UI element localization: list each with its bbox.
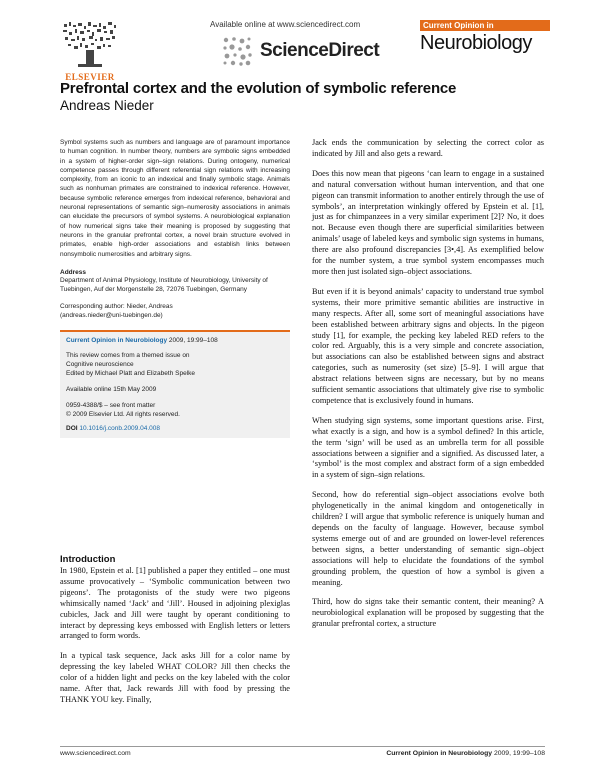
correspondence-line: Corresponding author: Nieder, Andreas [60,302,173,310]
info-citation-detail: 2009, 19:99–108 [167,336,218,344]
body-right-column [312,138,544,630]
available-online-date: Available online 15th May 2009 [66,385,157,393]
available-online-text[interactable]: Available online at www.sciencedirect.com [210,20,361,29]
page-header [60,14,550,82]
themed-issue-topic: Cognitive neuroscience [66,360,134,368]
address-text: Department of Animal Physiology, Institute of Neurobiology, University of Tuebingen, Auf der Morgenstelle 28, 72076 Tuebingen, Germany [60,276,268,293]
footer-url[interactable]: www.sciencedirect.com [60,750,131,757]
issn-line: 0959-4388/$ – see front matter [66,401,156,409]
intro-paragraph-2: In a typical task sequence, Jack asks Jill for a color name by depressing the key labeled WHAT COLOR? Jill then checks the color of a hidden light and pecks on the key labeled with the color name. After that, Jack rewards Jill with food by pressing the THANK YOU key. Finally, [60,651,290,704]
journal-masthead [420,20,550,55]
introduction-body [60,566,290,706]
article-info-box [60,330,290,438]
copyright-line: © 2009 Elsevier Ltd. All rights reserved. [66,410,180,418]
address-heading: Address [60,268,87,276]
body-paragraph-3: But even if it is beyond animals’ capacity to understand true symbol systems, their more primitive semantic abilities are instructive in many respects. After all, some sort of meaningful associations have been established between arbitrary signs and objects. In the pigeon study [1], for example, the pecking key labeled RED refers to the color red. Arguably, this is a very simple and concrete association, but associations can also be established between signs and abstract categories, such as numerosity (set size) [5–9]. I will argue that abstract relations between signs are necessary, but by no means sufficient semantic associations that ultimately give rise to symbolic competence that is exclusively found in humans. [312,286,544,405]
info-citation [66,337,284,344]
body-paragraph-2: Does this now mean that pigeons ‘can learn to engage in a sustained and natural conversation without human intervention, and that one pigeon can transmit information to another entirely through the use of symbols’, an interpretation winkingly offered by Epstein et al. [1], just as for chimpanzees in a very similar experiment [2]? No, it does not. Because even though there are superficial similarities between animals’ usage of labeled keys and symbolic sign systems in humans, there are also profound discrepancies [3•,4]. As exemplified below for the number system, a true symbol system encompasses much more then just isolated sign–object associations. [312,168,544,276]
footer-divider [60,746,545,747]
footer-journal: Current Opinion in Neurobiology [386,750,493,757]
doi-link[interactable]: 10.1016/j.conb.2009.04.008 [79,424,160,432]
article-title: Prefrontal cortex and the evolution of symbolic reference [60,80,457,97]
footer-citation-detail: 2009, 19:99–108 [492,750,545,757]
body-paragraph-5: Second, how do referential sign–object associations evolve both phylogenetically in the animal kingdom and ontogenetically in children? I will argue that symbolic reference is uniquely human and depends on the faculty of language. However, because symbol systems emerge out of and are grounded on lower-level references between signs, a better understanding of semantic sign–object associations will help to elucidate the foundations of the symbol grounding problem, the question of how a symbol is given a meaning. [312,490,544,587]
elsevier-tree-icon [60,20,120,70]
themed-issue-editors: Edited by Michael Platt and Elizabeth Spelke [66,369,195,377]
doi-line [66,425,284,432]
journal-name: Neurobiology [420,32,532,54]
sciencedirect-dots-icon [220,34,254,68]
body-paragraph-4: When studying sign systems, some important questions arise. First, what exactly is a sign, and how is a symbol defined? In this article, the term ‘sign’ will be used as an umbrella term for all possible associations between a signifier and a signified. As discussed later, a ‘symbol’ is the most complex and abstract form of a sign embedded in a system of sign–sign relations. [312,415,544,480]
sciencedirect-wordmark: ScienceDirect [260,40,380,61]
front-matter-column [60,138,290,438]
footer-citation [360,750,545,757]
intro-paragraph-1: In 1980, Epstein et al. [1] published a paper they entitled – one must assume provocatively – ‘Symbolic communication between two pigeons’. The protagonists of the study were two pigeons whimsically named ‘Jack’ and ‘Jill’. Housed in adjoining plexiglas cubicles, Jack and Jill were taught by operant conditioning to interact by depressing keys embossed with English letters or letters arranged to form words. [60,566,290,641]
journal-prefix: Current Opinion in [420,20,550,31]
elsevier-logo [60,20,120,82]
doi-label: DOI [66,424,78,432]
introduction-heading: Introduction [60,554,116,565]
themed-issue-line: This review comes from a themed issue on [66,351,190,359]
abstract-text: Symbol systems such as numbers and language are of paramount importance to human cognition. In number theory, numbers are symbolic signs embedded in a system of higher-order sign–sign relations. During ontogeny, numerical competence passes through different referential sign relations with increasing complexity, from an iconic to an indexical and finally symbolic stage. Animals such as nonhuman primates are constrained to indexical reference. However, because symbolic reference emerges from indexical reference, behavioral and neuronal representations of semantic sign–numerosity associations in animals can elucidate the precursors of symbol systems. A neurobiological explanation of how numerical signs take their meaning is proposed by suggesting that neurons in the granular prefrontal cortex, a novel brain structure evolved in primates, enable high-order associations and establish links between nonsymbolic numerosities and arbitrary signs. [60,139,290,258]
body-paragraph-6: Third, how do signs take their semantic content, their meaning? A neurobiological explanation will be proposed by suggesting that the granular prefrontal cortex, a structure [312,597,544,629]
body-paragraph-1: Jack ends the communication by selecting the correct color as indicated by Jill and also gets a reward. [312,138,544,158]
sciencedirect-brand[interactable] [220,34,379,68]
article-author: Andreas Nieder [60,98,154,113]
correspondence-email[interactable]: (andreas.nieder@uni-tuebingen.de) [60,311,163,319]
elsevier-wordmark: ELSEVIER [65,72,115,82]
info-journal-name[interactable]: Current Opinion in Neurobiology [66,336,168,344]
